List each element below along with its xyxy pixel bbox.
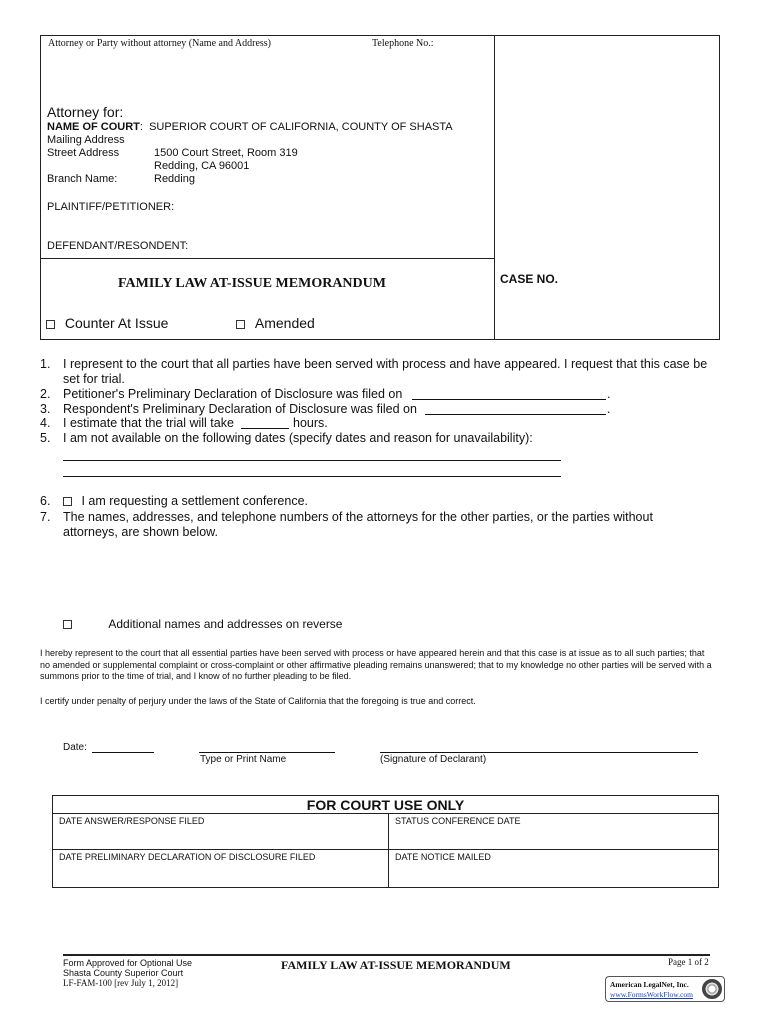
mailing-address-label: Mailing Address (47, 134, 125, 146)
defendant-label: DEFENDANT/RESONDENT: (47, 240, 189, 252)
declaration-text: I hereby represent to the court that all essential parties have been served with process or have appeared herein and that this case is at issue as to all such parties; that no amended or supplemental complaint or cross-complaint or other affirmative pleading remains unanswered; that to my knowledge no other parties will be served with a summons prior to the time of trial, and I know of no further pleading to be filed. (40, 648, 712, 681)
item-1-number: 1. (40, 357, 51, 371)
footer-court-text: Shasta County Superior Court (63, 968, 184, 978)
item-7-text: The names, addresses, and telephone numbers of the attorneys for the other parties, or the parties without attorneys, are shown below. (63, 510, 653, 539)
trial-hours-field[interactable] (241, 414, 289, 429)
street-address-label: Street Address (47, 147, 120, 159)
footer-title: FAMILY LAW AT-ISSUE MEMORANDUM (281, 958, 511, 972)
court-name-label: NAME OF COURT (47, 121, 140, 133)
court-use-row-divider (52, 849, 719, 850)
additional-names-row[interactable] (63, 617, 342, 631)
item-1-text: I represent to the court that all parties have been served with process and have appeared. I request that this case be set for trial. (63, 357, 708, 386)
date-notice-mailed-label: DATE NOTICE MAILED (395, 852, 491, 862)
brand-url[interactable]: www.FormsWorkFlow.com (610, 990, 694, 999)
item-6-number: 6. (40, 494, 51, 508)
plaintiff-label: PLAINTIFF/PETITIONER: (47, 201, 175, 213)
form-number-text: LF-FAM-100 [rev July 1, 2012] (63, 978, 179, 988)
signature-label: (Signature of Declarant) (380, 754, 487, 765)
court-use-title: FOR COURT USE ONLY (306, 797, 465, 813)
signature-field[interactable] (380, 738, 698, 753)
status-conference-date-label: STATUS CONFERENCE DATE (395, 816, 521, 826)
court-use-title-divider (52, 813, 719, 814)
header-divider-vertical (494, 35, 495, 340)
branch-name-value: Redding (154, 173, 195, 185)
counter-at-issue-label: Counter At Issue (64, 315, 169, 331)
case-no-label: CASE NO. (500, 272, 559, 286)
date-field[interactable] (92, 738, 154, 753)
unavailable-dates-field-2[interactable] (63, 462, 561, 477)
item-4-hours: hours. (293, 416, 328, 430)
item-6-text: I am requesting a settlement conference. (81, 494, 308, 508)
footer-rule (63, 954, 710, 956)
seal-icon (702, 979, 722, 999)
form-title: FAMILY LAW AT-ISSUE MEMORANDUM (118, 276, 386, 291)
telephone-label: Telephone No.: (372, 38, 434, 49)
item-2-period: . (607, 387, 611, 401)
item-2-date-field[interactable] (412, 385, 606, 400)
item-2-text: Petitioner's Preliminary Declaration of Disclosure was filed on (63, 387, 403, 401)
additional-names-checkbox[interactable] (63, 620, 72, 629)
additional-names-label: Additional names and addresses on reverse (108, 617, 343, 631)
item-3-number: 3. (40, 402, 51, 416)
item-7-number: 7. (40, 510, 51, 524)
date-answer-filed-label: DATE ANSWER/RESPONSE FILED (59, 816, 205, 826)
date-label: Date: (63, 742, 87, 753)
amended-option[interactable] (236, 315, 315, 331)
item-5-text: I am not available on the following dates (specify dates and reason for unavailability): (63, 431, 533, 445)
date-disclosure-filed-label: DATE PRELIMINARY DECLARATION OF DISCLOSURE FILED (59, 852, 316, 862)
header-box (40, 35, 720, 340)
attorney-for-label: Attorney for: (47, 104, 124, 120)
form-approved-text: Form Approved for Optional Use (63, 958, 193, 968)
unavailable-dates-field-1[interactable] (63, 446, 561, 461)
settlement-conference-checkbox[interactable] (63, 497, 72, 506)
item-6-row[interactable] (63, 494, 308, 509)
page-number: Page 1 of 2 (668, 957, 709, 967)
attorney-label: Attorney or Party without attorney (Name and Address) (48, 38, 272, 49)
item-2-number: 2. (40, 387, 51, 401)
counter-at-issue-option[interactable] (46, 315, 168, 331)
amended-checkbox[interactable] (236, 320, 245, 329)
certify-text: I certify under penalty of perjury under the laws of the State of California that the foregoing is true and correct. (40, 696, 476, 706)
street-address-value: 1500 Court Street, Room 319 (154, 147, 298, 159)
court-name-row: NAME OF COURT: SUPERIOR COURT OF CALIFORNIA, COUNTY OF SHASTA (47, 121, 453, 133)
item-3-text: Respondent's Preliminary Declaration of Disclosure was filed on (63, 402, 417, 416)
american-legalnet-logo (605, 976, 725, 1002)
print-name-field[interactable] (199, 738, 335, 753)
brand-name: American LegalNet, Inc. (610, 980, 689, 989)
print-name-label: Type or Print Name (200, 754, 287, 765)
header-divider-horizontal (40, 258, 494, 259)
item-3-period: . (607, 402, 611, 416)
item-4-text: I estimate that the trial will take (63, 416, 234, 430)
court-use-col-divider (388, 813, 389, 888)
item-5-number: 5. (40, 431, 51, 445)
court-name-value: SUPERIOR COURT OF CALIFORNIA, COUNTY OF SHASTA (149, 121, 453, 133)
counter-at-issue-checkbox[interactable] (46, 320, 55, 329)
item-4-number: 4. (40, 416, 51, 430)
branch-name-label: Branch Name: (47, 173, 118, 185)
city-value: Redding, CA 96001 (154, 160, 250, 172)
amended-label: Amended (254, 315, 315, 331)
item-3-date-field[interactable] (425, 400, 606, 415)
